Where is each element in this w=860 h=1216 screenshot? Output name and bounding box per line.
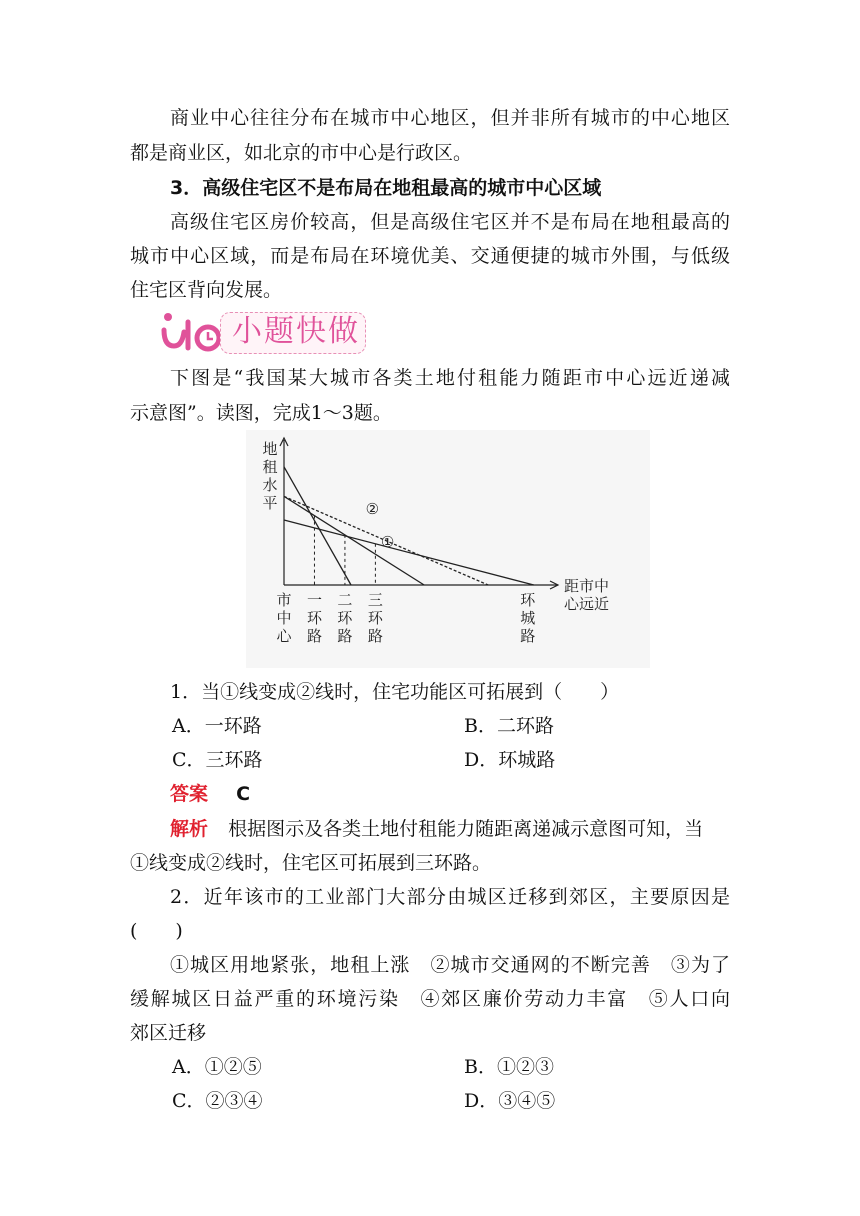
chart-svg bbox=[246, 430, 650, 668]
quick-practice-banner bbox=[158, 308, 370, 356]
ring-label: 环 bbox=[306, 609, 322, 627]
ring-label: 三 bbox=[367, 591, 383, 609]
y-axis-label: 地 bbox=[262, 440, 278, 458]
statement-line: 缓解城区日益严重的环境污染 ④郊区廉价劳动力丰富 ⑤人口向 bbox=[130, 988, 730, 1010]
y-axis-label: 平 bbox=[262, 494, 278, 512]
analysis-text: 根据图示及各类土地付租能力随距离递减示意图可知，当 bbox=[228, 818, 704, 840]
option-d[interactable]: D．环城路 bbox=[464, 749, 556, 771]
question-stem: 1．当①线变成②线时，住宅功能区可拓展到（ ） bbox=[170, 681, 620, 703]
paragraph-line: 都是商业区，如北京的市中心是行政区。 bbox=[130, 142, 473, 164]
ring-label: 一 bbox=[306, 591, 322, 609]
answer-label: 答案 bbox=[170, 783, 209, 805]
annotation-label: ② bbox=[365, 500, 380, 519]
banner-title: 小题快做 bbox=[232, 314, 360, 349]
ring-label: 二 bbox=[337, 591, 353, 609]
intro-line: 下图是“我国某大城市各类土地付租能力随距市中心远近递减 bbox=[170, 367, 730, 389]
y-axis-label: 水 bbox=[262, 476, 278, 494]
paragraph-line: 商业中心往往分布在城市中心地区，但并非所有城市的中心地区 bbox=[170, 107, 730, 129]
question-stem: 2．近年该市的工业部门大部分由城区迁移到郊区，主要原因是 bbox=[170, 886, 730, 908]
ring-label: 路 bbox=[337, 627, 353, 645]
statement-line: ①城区用地紧张，地租上涨 ②城市交通网的不断完善 ③为了 bbox=[170, 954, 730, 976]
answer-value: C bbox=[236, 783, 251, 805]
y-axis-label: 租 bbox=[262, 458, 278, 476]
option-d[interactable]: D．③④⑤ bbox=[464, 1090, 556, 1112]
analysis-label: 解析 bbox=[170, 818, 209, 840]
ring-label: 城 bbox=[520, 609, 536, 627]
option-c[interactable]: C．三环路 bbox=[172, 749, 263, 771]
ring-label: 环 bbox=[337, 609, 353, 627]
option-a[interactable]: A．一环路 bbox=[172, 715, 262, 737]
x-axis-label: 心远近 bbox=[564, 595, 610, 613]
analysis-row bbox=[170, 817, 730, 841]
section-heading: 3．高级住宅区不是布局在地租最高的城市中心区域 bbox=[170, 177, 602, 199]
statement-line: 郊区迁移 bbox=[130, 1022, 207, 1044]
analysis-text: ①线变成②线时，住宅区可拓展到三环路。 bbox=[130, 852, 492, 874]
option-a[interactable]: A．①②⑤ bbox=[172, 1056, 262, 1078]
banner-logo-icon bbox=[158, 308, 228, 356]
option-b[interactable]: B．二环路 bbox=[464, 715, 554, 737]
ring-label: 路 bbox=[367, 627, 383, 645]
ring-label: 环 bbox=[367, 609, 383, 627]
paragraph-line: 住宅区背向发展。 bbox=[130, 279, 283, 301]
paragraph-line: 高级住宅区房价较高，但是高级住宅区并不是布局在地租最高的 bbox=[170, 211, 730, 233]
ring-label: 路 bbox=[306, 627, 322, 645]
answer-row bbox=[170, 782, 730, 806]
paragraph-line: 城市中心区域，而是布局在环境优美、交通便捷的城市外围，与低级 bbox=[130, 245, 730, 267]
origin-label: 心 bbox=[276, 627, 292, 645]
intro-line: 示意图”。读图，完成1～3题。 bbox=[130, 402, 392, 424]
ring-label: 环 bbox=[520, 591, 536, 609]
annotation-label: ① bbox=[380, 533, 395, 552]
ring-label: 路 bbox=[520, 627, 536, 645]
origin-label: 市 bbox=[276, 591, 292, 609]
x-axis-label: 距市中 bbox=[564, 577, 610, 595]
question-stem: ( ) bbox=[130, 920, 183, 942]
land-rent-chart bbox=[246, 430, 650, 668]
option-b[interactable]: B．①②③ bbox=[464, 1056, 554, 1078]
origin-label: 中 bbox=[276, 609, 292, 627]
option-c[interactable]: C．②③④ bbox=[172, 1090, 263, 1112]
